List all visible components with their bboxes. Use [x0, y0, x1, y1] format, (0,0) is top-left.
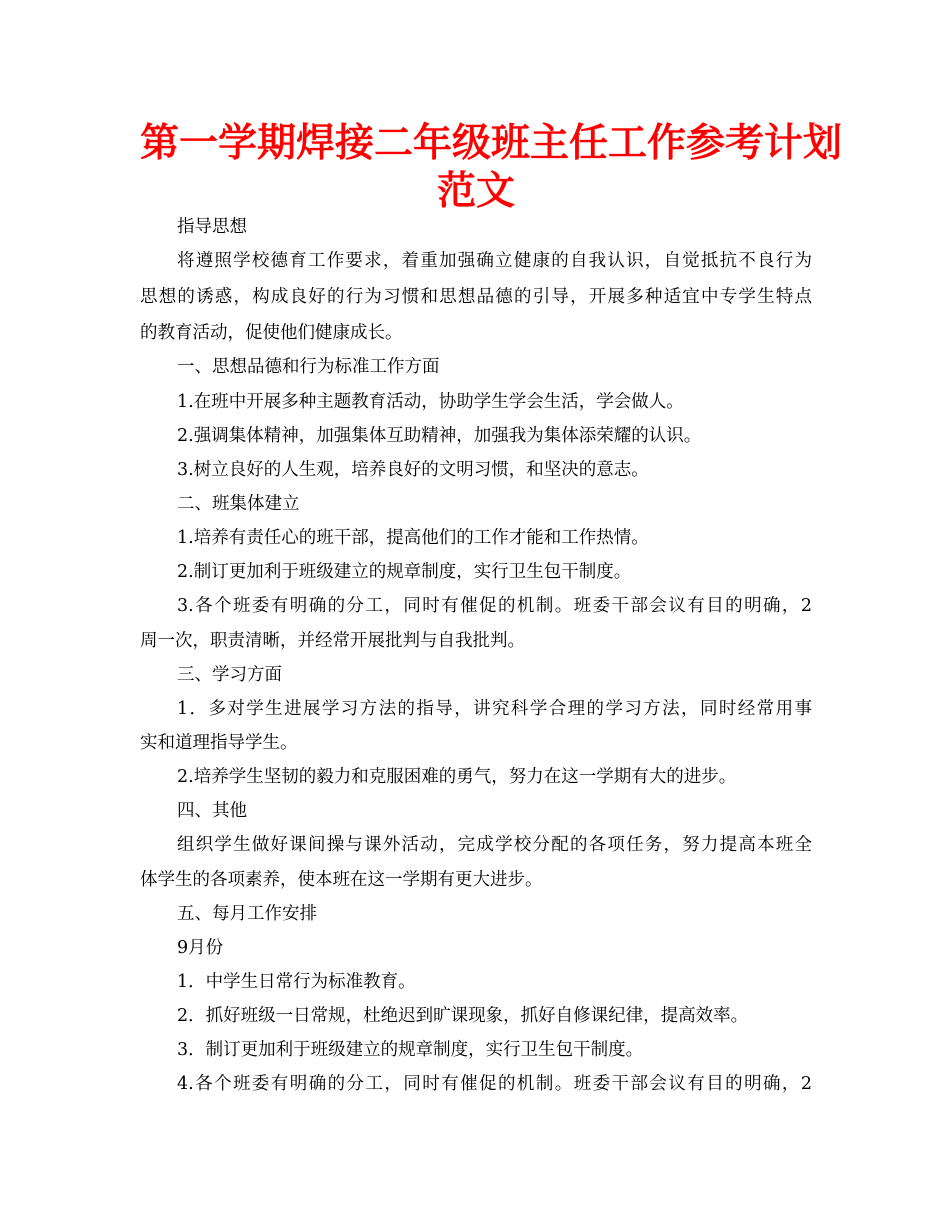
- document-title-line-1: 第一学期焊接二年级班主任工作参考计划: [140, 121, 843, 166]
- list-item: 1．中学生日常行为标准教育。: [177, 972, 416, 992]
- section-heading: 五、每月工作安排: [177, 904, 317, 924]
- document-title-line-2: 范文: [436, 169, 515, 214]
- paragraph-line: 体学生的各项素养，使本班在这一学期有更大进步。: [140, 870, 543, 890]
- list-item: 1．多对学生进展学习方法的指导，讲究科学合理的学习方法，同时经常用事: [177, 699, 812, 719]
- section-heading: 三、学习方面: [177, 665, 282, 685]
- month-heading: 9月份: [177, 938, 224, 958]
- list-item: 3.树立良好的人生观，培养良好的文明习惯，和坚决的意志。: [177, 460, 649, 480]
- list-item: 3.各个班委有明确的分工，同时有催促的机制。班委干部会议有目的明确，2: [177, 596, 812, 616]
- paragraph-line: 组织学生做好课间操与课外活动，完成学校分配的各项任务，努力提高本班全: [177, 835, 812, 855]
- section-heading: 四、其他: [177, 801, 247, 821]
- list-item-continuation: 实和道理指导学生。: [140, 733, 298, 753]
- paragraph-line: 的教育活动，促使他们健康成长。: [140, 323, 403, 343]
- section-heading: 一、思想品德和行为标准工作方面: [177, 357, 440, 377]
- paragraph-line: 思想的诱惑，构成良好的行为习惯和思想品德的引导，开展多种适宜中专学生特点: [140, 287, 812, 307]
- list-item: 1.培养有责任心的班干部，提高他们的工作才能和工作热情。: [177, 528, 649, 548]
- list-item: 2.强调集体精神，加强集体互助精神，加强我为集体添荣耀的认识。: [177, 426, 702, 446]
- section-heading: 二、班集体建立: [177, 494, 300, 514]
- list-item: 2．抓好班级一日常规，杜绝迟到旷课现象，抓好自修课纪律，提高效率。: [177, 1006, 749, 1026]
- list-item: 1.在班中开展多种主题教育活动，协助学生学会生活，学会做人。: [177, 392, 684, 412]
- list-item: 3．制订更加利于班级建立的规章制度，实行卫生包干制度。: [177, 1040, 644, 1060]
- list-item: 4.各个班委有明确的分工，同时有催促的机制。班委干部会议有目的明确，2: [177, 1074, 812, 1094]
- list-item: 2.制订更加利于班级建立的规章制度，实行卫生包干制度。: [177, 562, 632, 582]
- section-heading: 指导思想: [177, 217, 247, 237]
- list-item-continuation: 周一次，职责清晰，并经常开展批判与自我批判。: [140, 631, 525, 651]
- paragraph-line: 将遵照学校德育工作要求，着重加强确立健康的自我认识，自觉抵抗不良行为: [177, 251, 812, 271]
- list-item: 2.培养学生坚韧的毅力和克服困难的勇气，努力在这一学期有大的进步。: [177, 767, 737, 787]
